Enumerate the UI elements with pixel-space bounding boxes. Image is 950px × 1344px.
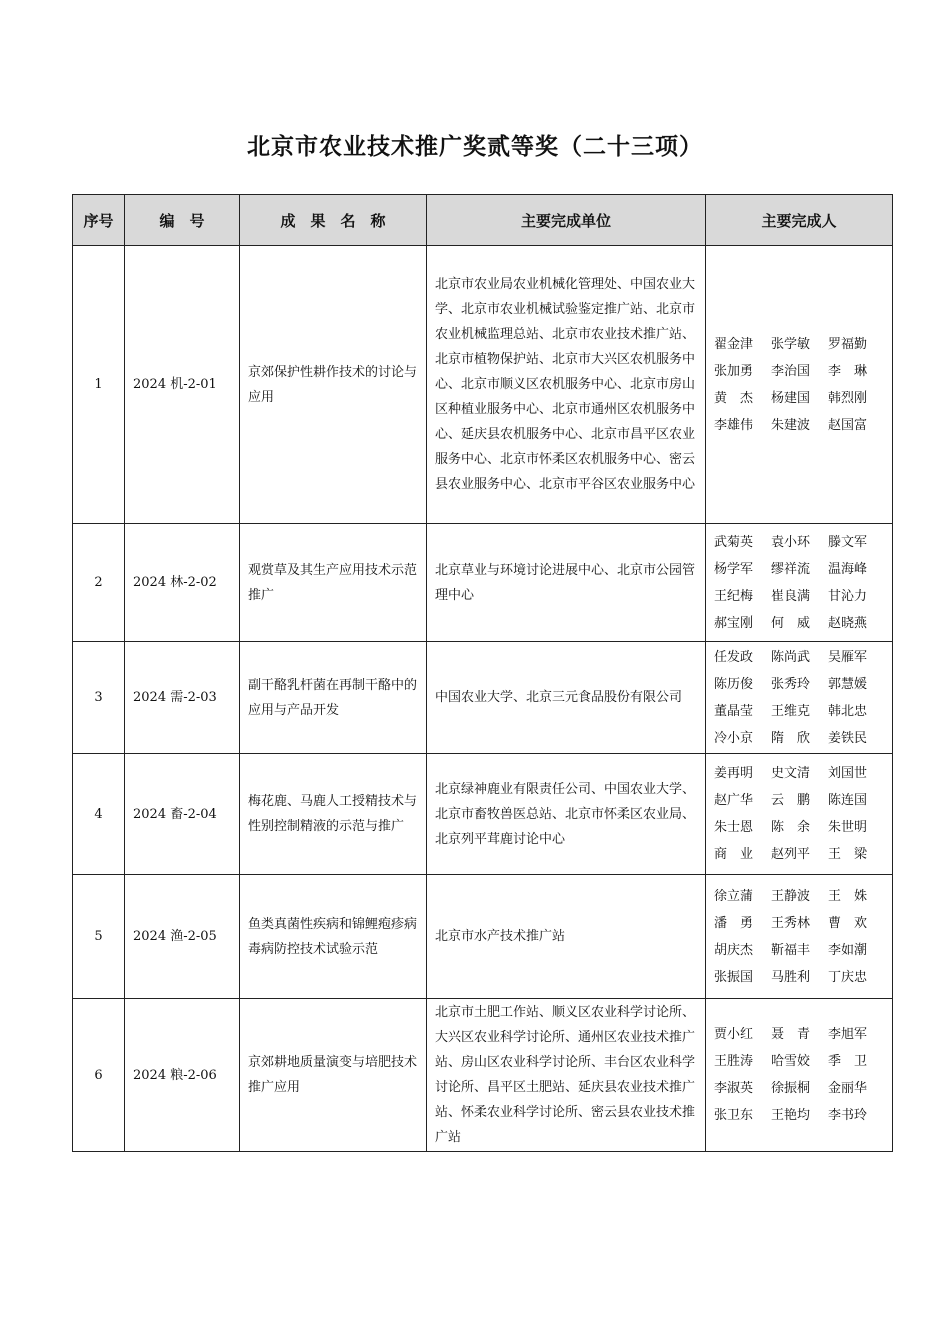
person: 姜铁民 (828, 730, 868, 746)
person: 曹 欢 (828, 915, 868, 931)
person: 李如潮 (828, 942, 868, 958)
person: 李雄伟 (714, 417, 754, 433)
person: 商 业 (714, 847, 754, 862)
row-code: 2024 林-2-02 (125, 524, 240, 642)
row-units: 北京市农业局农业机械化管理处、中国农业大学、北京市农业机械试验鉴定推广站、北京市农业机械监理总站、北京市农业技术推广站、北京市植物保护站、北京市大兴区农机服务中心、北京市顺义区农机服务中心、北京市房山区种植业服务中心、北京市通州区农机服务中心、延庆县农机服务中心、北京市昌平区农业服务中心、北京市怀柔区农机服务中心、密云县农业服务中心、北京市平谷区农业服务中心 (427, 246, 706, 524)
person: 赵晓燕 (828, 615, 868, 631)
person: 陈 余 (771, 820, 811, 835)
person: 张加勇 (714, 363, 754, 379)
row-people (706, 246, 893, 524)
person: 李淑英 (714, 1081, 754, 1096)
row-name: 京郊耕地质量演变与培肥技术推广应用 (240, 999, 427, 1152)
row-seq: 4 (73, 754, 125, 875)
person: 马胜利 (771, 969, 811, 985)
awards-table (72, 194, 893, 1152)
person: 武菊英 (714, 534, 754, 550)
person: 杨学军 (714, 561, 754, 577)
person: 温海峰 (828, 561, 868, 577)
person: 潘 勇 (714, 915, 754, 931)
person: 韩北忠 (828, 703, 868, 719)
person: 崔良满 (771, 588, 811, 604)
person: 吴雁军 (828, 649, 868, 665)
row-seq: 6 (73, 999, 125, 1152)
table-row (73, 999, 893, 1152)
person: 赵国富 (828, 417, 868, 433)
row-units: 北京草业与环境讨论进展中心、北京市公园管理中心 (427, 524, 706, 642)
person: 陈历俊 (714, 676, 754, 692)
person: 朱世明 (828, 820, 868, 835)
table-row (73, 875, 893, 999)
person: 袁小环 (771, 534, 811, 550)
people-grid (714, 1022, 884, 1128)
row-code: 2024 机-2-01 (125, 246, 240, 524)
person: 杨建国 (771, 390, 811, 406)
person: 隋 欣 (771, 730, 811, 746)
row-code: 2024 需-2-03 (125, 642, 240, 754)
row-name: 梅花鹿、马鹿人工授精技术与性别控制精液的示范与推广 (240, 754, 427, 875)
person: 云 鹏 (771, 793, 811, 808)
row-people (706, 754, 893, 875)
person: 王秀林 (771, 915, 811, 931)
person: 胡庆杰 (714, 942, 754, 958)
person: 史文清 (771, 766, 811, 781)
person: 王胜涛 (714, 1054, 754, 1069)
person: 王静波 (771, 888, 811, 904)
person: 甘沁力 (828, 588, 868, 604)
person: 王 梁 (828, 847, 868, 862)
person: 陈连国 (828, 793, 868, 808)
person: 张振国 (714, 969, 754, 985)
person: 张卫东 (714, 1108, 754, 1123)
row-code: 2024 畜-2-04 (125, 754, 240, 875)
person: 韩烈刚 (828, 390, 868, 406)
person: 刘国世 (828, 766, 868, 781)
person: 缪祥流 (771, 561, 811, 577)
person: 李旭军 (828, 1027, 868, 1042)
person: 哈雪姣 (771, 1054, 811, 1069)
person: 王维克 (771, 703, 811, 719)
header-code: 编 号 (125, 195, 240, 246)
person: 季 卫 (828, 1054, 868, 1069)
people-grid (714, 884, 884, 990)
header-seq: 序号 (73, 195, 125, 246)
person: 罗福勤 (828, 336, 868, 352)
row-code: 2024 粮-2-06 (125, 999, 240, 1152)
person: 董晶莹 (714, 703, 754, 719)
person: 黄 杰 (714, 390, 754, 406)
row-units: 中国农业大学、北京三元食品股份有限公司 (427, 642, 706, 754)
person: 朱建波 (771, 417, 811, 433)
person: 徐振桐 (771, 1081, 811, 1096)
person: 何 威 (771, 615, 811, 631)
person: 李治国 (771, 363, 811, 379)
person: 徐立蒲 (714, 888, 754, 904)
table-row (73, 754, 893, 875)
person: 张秀玲 (771, 676, 811, 692)
person: 陈尚武 (771, 649, 811, 665)
person: 王 姝 (828, 888, 868, 904)
row-name: 京郊保护性耕作技术的讨论与应用 (240, 246, 427, 524)
person: 李 琳 (828, 363, 868, 379)
people-grid (714, 645, 884, 751)
people-grid (714, 761, 884, 867)
table-row (73, 642, 893, 754)
person: 靳福丰 (771, 942, 811, 958)
table-row (73, 524, 893, 642)
person: 王纪梅 (714, 588, 754, 604)
row-seq: 3 (73, 642, 125, 754)
row-name: 副干酪乳杆菌在再制干酪中的应用与产品开发 (240, 642, 427, 754)
person: 丁庆忠 (828, 969, 868, 985)
person: 任发政 (714, 649, 754, 665)
person: 滕文军 (828, 534, 868, 550)
person: 姜再明 (714, 766, 754, 781)
person: 贾小红 (714, 1027, 754, 1042)
row-people (706, 999, 893, 1152)
person: 聂 青 (771, 1027, 811, 1042)
person: 金丽华 (828, 1081, 868, 1096)
person: 翟金津 (714, 336, 754, 352)
row-code: 2024 渔-2-05 (125, 875, 240, 999)
row-people (706, 642, 893, 754)
person: 李书玲 (828, 1108, 868, 1123)
person: 赵列平 (771, 847, 811, 862)
person: 郭慧媛 (828, 676, 868, 692)
row-name: 鱼类真菌性疾病和锦鲤疱疹病毒病防控技术试验示范 (240, 875, 427, 999)
table-row (73, 246, 893, 524)
person: 王艳均 (771, 1108, 811, 1123)
row-name: 观赏草及其生产应用技术示范推广 (240, 524, 427, 642)
row-seq: 5 (73, 875, 125, 999)
row-people (706, 524, 893, 642)
row-units: 北京绿神鹿业有限责任公司、中国农业大学、北京市畜牧兽医总站、北京市怀柔区农业局、北京列平茸鹿讨论中心 (427, 754, 706, 875)
person: 朱士恩 (714, 820, 754, 835)
row-seq: 1 (73, 246, 125, 524)
people-grid (714, 332, 884, 438)
row-seq: 2 (73, 524, 125, 642)
header-units: 主要完成单位 (427, 195, 706, 246)
person: 张学敏 (771, 336, 811, 352)
row-units: 北京市土肥工作站、顺义区农业科学讨论所、大兴区农业科学讨论所、通州区农业技术推广站、房山区农业科学讨论所、丰台区农业科学讨论所、昌平区土肥站、延庆县农业技术推广站、怀柔农业科学讨论所、密云县农业技术推广站 (427, 999, 706, 1152)
row-people (706, 875, 893, 999)
header-people: 主要完成人 (706, 195, 893, 246)
people-grid (714, 530, 884, 636)
page-title: 北京市农业技术推广奖贰等奖（二十三项） (247, 134, 703, 160)
header-row (73, 195, 893, 246)
person: 冷小京 (714, 730, 754, 746)
header-name: 成 果 名 称 (240, 195, 427, 246)
person: 郝宝刚 (714, 615, 754, 631)
row-units: 北京市水产技术推广站 (427, 875, 706, 999)
person: 赵广华 (714, 793, 754, 808)
